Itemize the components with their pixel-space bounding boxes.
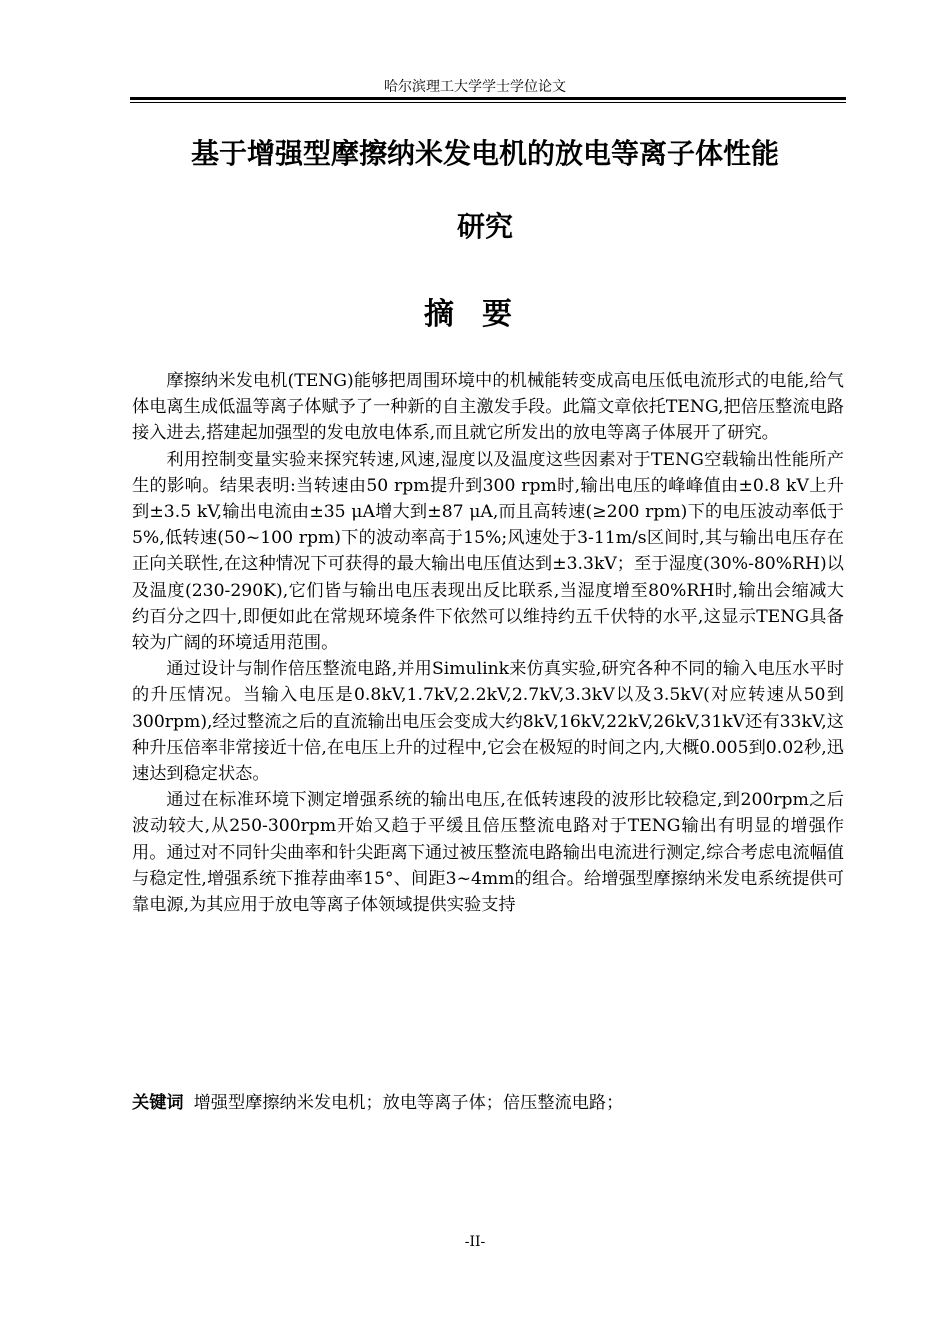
abstract-paragraph-1: 摩擦纳米发电机(TENG)能够把周围环境中的机械能转变成高电压低电流形式的电能,给气体电离生成低温等离子体赋予了一种新的自主激发手段。此篇文章依托TENG,把倍压整流电路接入进去,搭建起加强型的发电放电体系,而且就它所发出的放电等离子体展开了研究。 bbox=[132, 371, 844, 444]
header-rule-thick bbox=[130, 97, 846, 100]
keywords-line bbox=[132, 1090, 844, 1116]
abstract-body bbox=[132, 368, 844, 918]
abstract-paragraph-2: 利用控制变量实验来探究转速,风速,湿度以及温度这些因素对于TENG空载输出性能所产生的影响。结果表明:当转速由50 rpm提升到300 rpm时,输出电压的峰峰值由±0.8 kV上升到±3.5 kV,输出电流由±35 μA增大到±87 μA,而且高转速(≥200 rpm)下的电压波动率低于5%,低转速(50~100 rpm)下的波动率高于15%;风速处于3-11m/s区间时,其与输出电压存在正向关联性,在这种情况下可获得的最大输出电压值达到±3.3kV；至于湿度(30%-80%RH)以及温度(230-290K),它们皆与输出电压表现出反比联系,当湿度增至80%RH时,输出会缩减大约百分之四十,即便如此在常规环境条件下依然可以维持约五千伏特的水平,这显示TENG具备较为广阔的环境适用范围。 bbox=[132, 449, 844, 654]
header-rule-thin bbox=[130, 102, 846, 103]
page-number: -II- bbox=[464, 1234, 486, 1250]
abstract-heading: 摘要 bbox=[424, 297, 540, 332]
thesis-title-line-2: 研究 bbox=[456, 210, 513, 243]
thesis-title-line-1: 基于增强型摩擦纳米发电机的放电等离子体性能 bbox=[190, 137, 779, 170]
running-header: 哈尔滨理工大学学士学位论文 bbox=[384, 79, 566, 95]
keywords-label: 关键词 bbox=[132, 1093, 184, 1113]
abstract-paragraph-4: 通过在标准环境下测定增强系统的输出电压,在低转速段的波形比较稳定,到200rpm之后波动较大,从250-300rpm开始又趋于平缓且倍压整流电路对于TENG输出有明显的增强作用。通过对不同针尖曲率和针尖距离下通过被压整流电路输出电流进行测定,综合考虑电流幅值与稳定性,增强系统下推荐曲率15°、间距3~4mm的组合。给增强型摩擦纳米发电系统提供可靠电源,为其应用于放电等离子体领域提供实验支持 bbox=[132, 790, 844, 916]
keywords-text: 增强型摩擦纳米发电机；放电等离子体；倍压整流电路； bbox=[193, 1093, 624, 1113]
abstract-paragraph-3: 通过设计与制作倍压整流电路,并用Simulink来仿真实验,研究各种不同的输入电压水平时的升压情况。当输入电压是0.8kV,1.7kV,2.2kV,2.7kV,3.3kV以及3.5kV(对应转速从50到300rpm),经过整流之后的直流输出电压会变成大约8kV,16kV,22kV,26kV,31kV还有33kV,这种升压倍率非常接近十倍,在电压上升的过程中,它会在极短的时间之内,大概0.005到0.02秒,迅速达到稳定状态。 bbox=[132, 659, 844, 785]
